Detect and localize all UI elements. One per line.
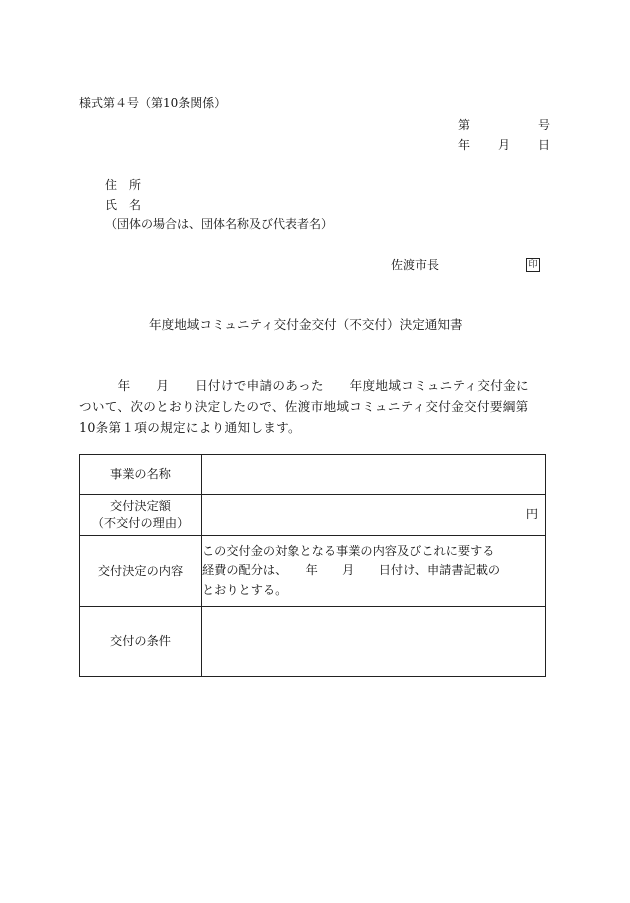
- decision-content-line-3: とおりとする。: [202, 582, 288, 597]
- date-day: 日: [538, 138, 551, 152]
- document-title: 年度地域コミュニティ交付金交付（不交付）決定通知書: [149, 317, 463, 332]
- amount-unit: 円: [525, 507, 538, 522]
- decision-content-line-2: 経費の配分は、 年 月 日付け、申請書記載の: [202, 563, 501, 578]
- amount-label-main: 交付決定額: [110, 499, 171, 513]
- name-label: 氏 名: [105, 198, 142, 212]
- body-paragraph: [79, 375, 549, 438]
- body-line-3: 10条第１項の規定により通知します。: [79, 420, 301, 435]
- amount-label-reason: （不交付の理由）: [91, 516, 190, 530]
- decision-table: [79, 454, 546, 677]
- amount-value: [202, 495, 546, 536]
- table-row-conditions: [80, 607, 546, 677]
- decision-content-value: [202, 536, 546, 607]
- recipient-note: （団体の場合は、団体名称及び代表者名）: [105, 217, 334, 231]
- doc-no-prefix: 第: [458, 118, 471, 132]
- body-line-1: 年 月 日付けで申請のあった 年度地域コミュニティ交付金に: [79, 378, 529, 393]
- amount-label: [80, 495, 202, 536]
- body-line-2: ついて、次のとおり決定したので、佐渡市地域コミュニティ交付金交付要綱第: [79, 399, 529, 414]
- decision-content-line-1: この交付金の対象となる事業の内容及びこれに要する: [202, 543, 495, 558]
- address-label: 住 所: [105, 178, 142, 192]
- form-number: 様式第４号（第10条関係）: [79, 96, 227, 110]
- issuer-title: 佐渡市長: [391, 258, 440, 272]
- conditions-label: 交付の条件: [80, 607, 202, 677]
- table-row-decision-content: [80, 536, 546, 607]
- table-row-project-name: [80, 455, 546, 495]
- project-name-value: [202, 455, 546, 495]
- conditions-value: [202, 607, 546, 677]
- decision-content-label: 交付決定の内容: [80, 536, 202, 607]
- table-row-amount: [80, 495, 546, 536]
- project-name-label: 事業の名称: [80, 455, 202, 495]
- seal-mark-icon: 印: [526, 258, 540, 272]
- doc-no-suffix: 号: [538, 118, 551, 132]
- date-year: 年: [458, 138, 471, 152]
- date-month: 月: [498, 138, 511, 152]
